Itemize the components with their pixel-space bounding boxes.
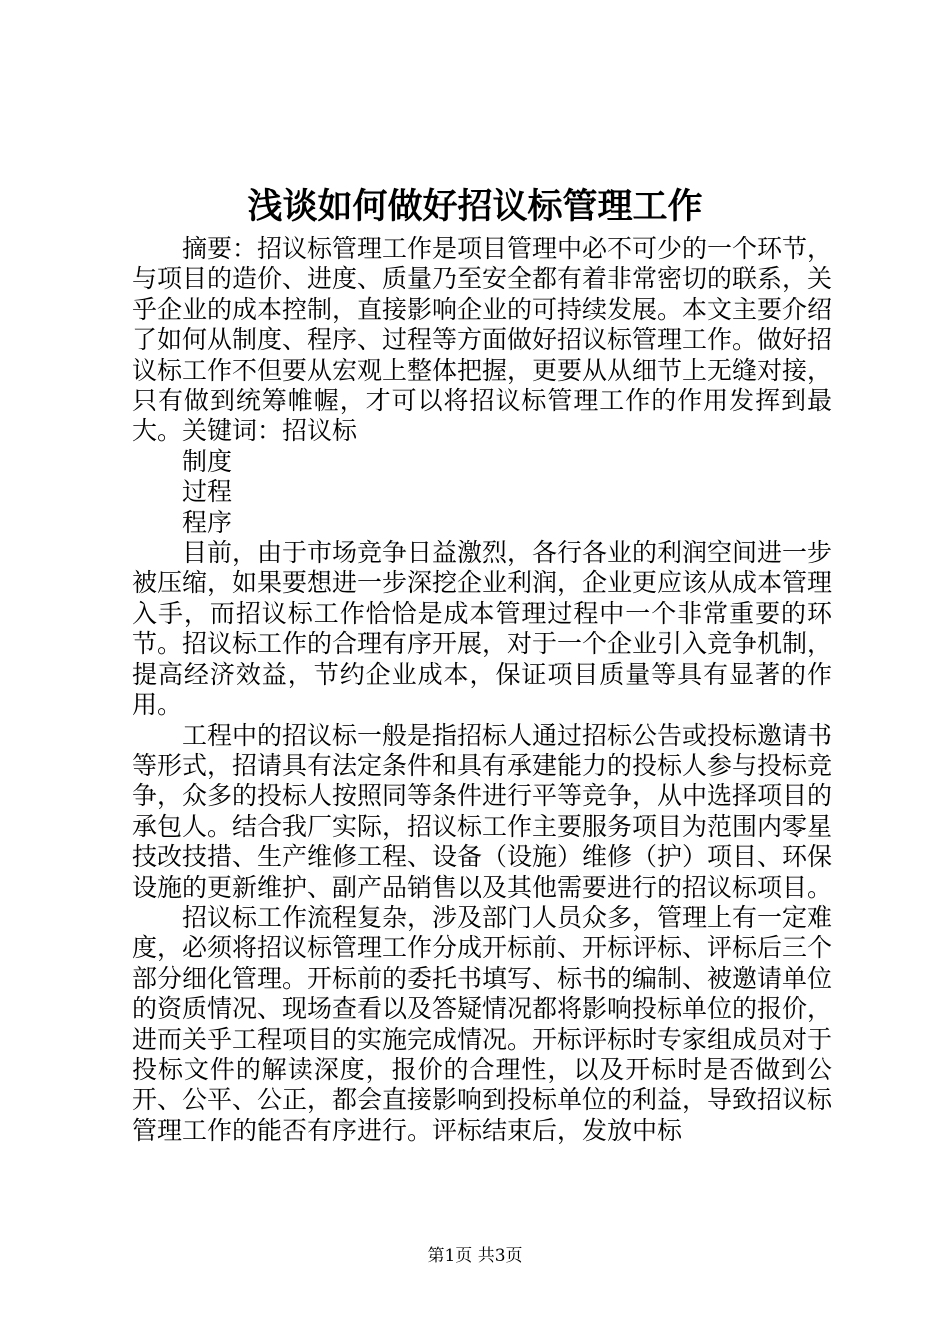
keyword-item: 过程	[182, 477, 233, 507]
abstract-paragraph: 摘要：招议标管理工作是项目管理中必不可少的一个环节，与项目的造价、进度、质量乃至安全都有着非常密切的联系，关乎企业的成本控制，直接影响企业的可持续发展。本文主要介绍了如何从制度、程序、过程等方面做好招议标管理工作。做好招议标工作不但要从宏观上整体把握，更要从从细节上无缝对接，只有做到统筹帷幄，才可以将招议标管理工作的作用发挥到最大。关键词：招议标	[132, 234, 833, 446]
body-paragraph: 工程中的招议标一般是指招标人通过招标公告或投标邀请书等形式，招请具有法定条件和具有承建能力的投标人参与投标竞争，众多的投标人按照同等条件进行平等竞争，从中选择项目的承包人。结合我厂实际，招议标工作主要服务项目为范围内零星技改技措、生产维修工程、设备（设施）维修（护）项目、环保设施的更新维护、副产品销售以及其他需要进行的招议标项目。	[132, 720, 833, 902]
keyword-item: 程序	[182, 507, 233, 537]
page-footer: 第1页 共3页	[427, 1246, 523, 1266]
body-paragraph: 招议标工作流程复杂，涉及部门人员众多，管理上有一定难度，必须将招议标管理工作分成开标前、开标评标、评标后三个部分细化管理。开标前的委托书填写、标书的编制、被邀请单位的资质情况、现场查看以及答疑情况都将影响投标单位的报价，进而关乎工程项目的实施完成情况。开标评标时专家组成员对于投标文件的解读深度，报价的合理性，以及开标时是否做到公开、公平、公正，都会直接影响到投标单位的利益，导致招议标管理工作的能否有序进行。评标结束后，发放中标	[132, 902, 833, 1145]
keyword-item: 制度	[182, 446, 233, 476]
page-title: 浅谈如何做好招议标管理工作	[247, 186, 703, 227]
document-body	[132, 234, 832, 1146]
body-paragraph: 目前，由于市场竞争日益激烈，各行各业的利润空间进一步被压缩，如果要想进一步深挖企业利润，企业更应该从成本管理入手，而招议标工作恰恰是成本管理过程中一个非常重要的环节。招议标工作的合理有序开展，对于一个企业引入竞争机制，提高经济效益，节约企业成本，保证项目质量等具有显著的作用。	[132, 538, 833, 720]
